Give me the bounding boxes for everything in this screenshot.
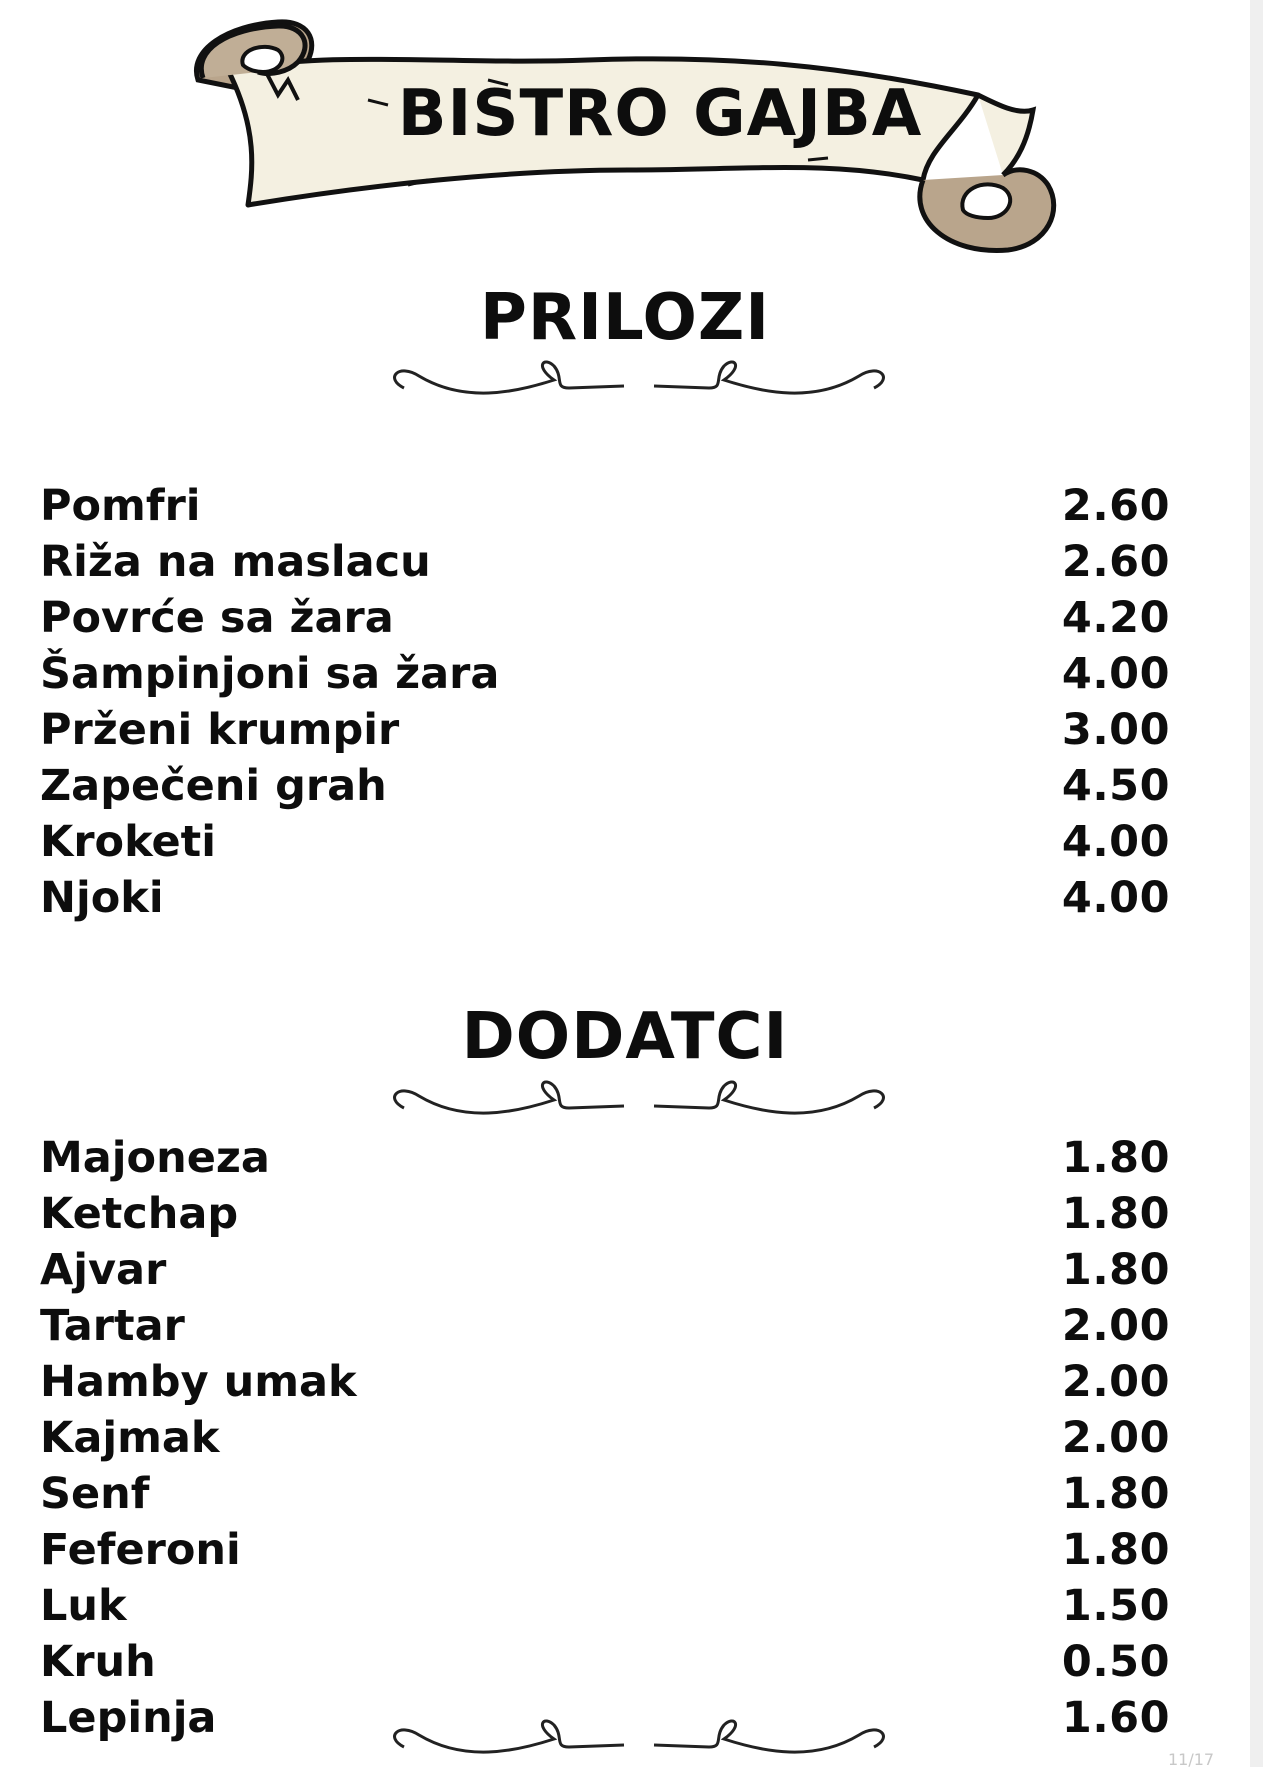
item-price: 4.00 xyxy=(1061,817,1170,867)
item-price: 3.00 xyxy=(1061,705,1170,755)
item-name: Ajvar xyxy=(40,1245,167,1295)
item-name: Kajmak xyxy=(40,1413,220,1463)
item-price: 2.00 xyxy=(1061,1413,1170,1463)
item-name: Povrće sa žara xyxy=(40,593,394,643)
item-name: Ketchap xyxy=(40,1189,239,1239)
item-name: Riža na maslacu xyxy=(40,537,431,587)
item-price: 4.00 xyxy=(1061,649,1170,699)
item-name: Zapečeni grah xyxy=(40,761,387,811)
item-name: Šampinjoni sa žara xyxy=(40,649,500,699)
list-item xyxy=(0,1130,1250,1186)
item-name: Lepinja xyxy=(40,1693,217,1743)
list-item xyxy=(0,1578,1250,1634)
list-item xyxy=(0,814,1250,870)
list-item xyxy=(0,1242,1250,1298)
item-name: Pomfri xyxy=(40,481,201,531)
section-title-dodatci: DODATCI xyxy=(461,1000,789,1074)
item-name: Prženi krumpir xyxy=(40,705,400,755)
item-price: 2.00 xyxy=(1061,1301,1170,1351)
scrollbar[interactable] xyxy=(1250,0,1263,1767)
item-name: Feferoni xyxy=(40,1525,241,1575)
list-item xyxy=(0,534,1250,590)
list-item xyxy=(0,590,1250,646)
item-price: 0.50 xyxy=(1061,1637,1170,1687)
list-item xyxy=(0,478,1250,534)
item-name: Hamby umak xyxy=(40,1357,357,1407)
item-price: 1.80 xyxy=(1061,1525,1170,1575)
section-title-prilozi: PRILOZI xyxy=(479,281,771,355)
item-name: Tartar xyxy=(40,1301,185,1351)
item-name: Luk xyxy=(40,1581,127,1631)
list-item xyxy=(0,1466,1250,1522)
list-item xyxy=(0,702,1250,758)
item-price: 4.00 xyxy=(1061,873,1170,923)
list-item xyxy=(0,1354,1250,1410)
item-name: Kruh xyxy=(40,1637,156,1687)
item-price: 2.60 xyxy=(1061,537,1170,587)
list-item xyxy=(0,1522,1250,1578)
item-price: 2.60 xyxy=(1061,481,1170,531)
item-price: 1.80 xyxy=(1061,1245,1170,1295)
flourish-divider-icon xyxy=(384,358,894,408)
item-price: 1.50 xyxy=(1061,1581,1170,1631)
list-item xyxy=(0,646,1250,702)
item-price: 2.00 xyxy=(1061,1357,1170,1407)
item-name: Kroketi xyxy=(40,817,216,867)
list-item xyxy=(0,870,1250,926)
item-name: Senf xyxy=(40,1469,150,1519)
item-price: 1.80 xyxy=(1061,1189,1170,1239)
item-price: 1.80 xyxy=(1061,1469,1170,1519)
page-indicator: 11/17 xyxy=(1168,1750,1215,1769)
item-price: 4.50 xyxy=(1061,761,1170,811)
flourish-divider-icon xyxy=(384,1717,894,1767)
restaurant-title: BISTRO GAJBA xyxy=(397,77,923,151)
flourish-divider-icon xyxy=(384,1078,894,1128)
list-item xyxy=(0,758,1250,814)
dodatci-list xyxy=(0,1130,1250,1746)
list-item xyxy=(0,1298,1250,1354)
list-item xyxy=(0,1634,1250,1690)
prilozi-list xyxy=(0,478,1250,926)
list-item xyxy=(0,1186,1250,1242)
item-name: Njoki xyxy=(40,873,164,923)
item-price: 1.80 xyxy=(1061,1133,1170,1183)
item-price: 1.60 xyxy=(1061,1693,1170,1743)
list-item xyxy=(0,1410,1250,1466)
item-price: 4.20 xyxy=(1061,593,1170,643)
item-name: Majoneza xyxy=(40,1133,270,1183)
